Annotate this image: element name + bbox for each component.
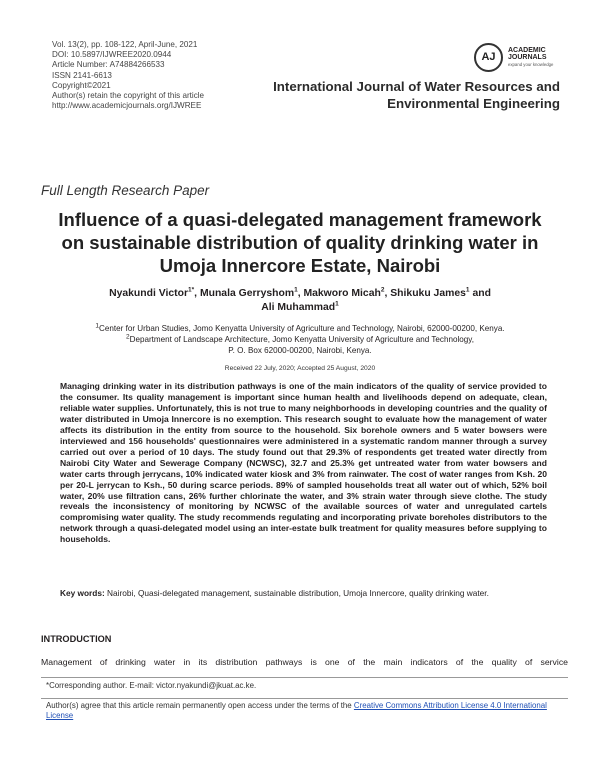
- author-affiliation-mark: 1: [335, 300, 339, 308]
- affiliation-2: Department of Landscape Architecture, Jomo Kenyatta University of Agriculture and Technology,: [129, 335, 474, 344]
- doi: DOI: 10.5897/IJWREE2020.0944: [52, 50, 172, 60]
- volume-info: Vol. 13(2), pp. 108-122, April-June, 2021: [52, 40, 198, 49]
- article-metadata: [52, 40, 204, 111]
- paper-type: Full Length Research Paper: [41, 183, 210, 198]
- author-name: Ali Muhammad: [261, 301, 336, 313]
- affiliation-mark: 2: [126, 333, 130, 341]
- copyright: Copyright©2021: [52, 80, 111, 90]
- license-link[interactable]: Creative Commons Attribution License 4.0 International License: [46, 701, 547, 721]
- affiliation-1: Center for Urban Studies, Jomo Kenyatta University of Agriculture and Technology, Nairobi, 62000-00200, Kenya.: [99, 324, 505, 333]
- rights-statement: Author(s) retain the copyright of this article: [52, 91, 205, 101]
- title-line1: Influence of a quasi-delegated management framework: [58, 209, 542, 230]
- author-conjunction: and: [472, 288, 491, 299]
- affiliation-mark: 1: [95, 322, 100, 330]
- corresponding-author: *Corresponding author. E-mail: victor.nyakundi@jkuat.ac.ke.: [46, 681, 257, 690]
- affiliation-2-address: P. O. Box 62000-00200, Nairobi, Kenya.: [228, 346, 372, 355]
- footer-divider: [41, 698, 568, 699]
- keywords-label: Key words:: [60, 588, 105, 598]
- introduction-text: Management of drinking water in its distribution pathways is one of the main indicators of the quality of service: [41, 657, 568, 667]
- keywords-text: Nairobi, Quasi-delegated management, sustainable distribution, Umoja Innercore, quality drinking water.: [107, 588, 489, 598]
- title-line2: on sustainable distribution of quality drinking water in: [61, 232, 539, 253]
- abstract: Managing drinking water in its distribution pathways is one of the main indicators of the quality of service provided to the consumer. Its quality management is important since human health and livelihoods depend on adequate, clean, reliable water supplies. Unfortunately, this is not true to many neighborhoods in developing countries and the quality of water distributed in Umoja Innercore is no exemption. This research sought to evaluate how the management of water affects its distribution in the entity from source to the household. Six borehole owners and 5 water bowsers were interviewed and 156 households' questionnaires were administered in a systematic random manner through a survey carried out over a period of 10 days. The study found out that 29.3% of respondents get treated water directly from Nairobi City Water and Sewerage Company (NCWSC), 32.7 and 25.3% get untreated water from water bowsers and water carts through jerrycans, 10% indicated water kiosk and 3% from rainwater. The cost of water ranges from Ksh. 20 per 20-L jerrycan to Ksh., 50 during scarce periods. 89% of sampled households treat all water out of which, 52% boil water, 20% use filtration cans, 26% further chlorinate the water, and 3% strain water through sieve clothe. The study reveals the inconsistency of monitoring by NCWSC of the available sources of water and unregulated cartels compromising water quality. The study recommends regulating and incorporating private boreholes distributors to the network through a quasi-delegated model using an inter-estate bulk treatment for quality measures before supplying to households.: [60, 381, 547, 545]
- received-accepted-dates: Received 22 July, 2020; Accepted 25 August, 2020: [224, 365, 376, 372]
- journal-url[interactable]: http://www.academicjournals.org/IJWREE: [52, 101, 202, 111]
- academic-journals-logo: [474, 43, 594, 77]
- introduction-heading: INTRODUCTION: [41, 634, 112, 644]
- license-notice: [46, 701, 566, 722]
- author-affiliation-mark: 2: [380, 286, 385, 294]
- issn: ISSN 2141-6613: [52, 70, 112, 80]
- paper-title: [40, 208, 560, 277]
- author-name: Munala Gerryshom: [199, 288, 295, 299]
- logo-tagline: expand your knowledge: [508, 62, 554, 67]
- license-text: Author(s) agree that this article remain permanently open access under the terms of the: [46, 701, 352, 710]
- author-name: Makworo Micah: [303, 288, 381, 299]
- author-affiliation-mark: 1: [465, 286, 470, 294]
- title-line3: Umoja Innercore Estate, Nairobi: [159, 255, 441, 276]
- author-name: Nyakundi Victor: [109, 288, 188, 299]
- author-list: Nyakundi Victor$^{1*}$, Munala Gerryshom$^1$, Makworo Micah$^2$, Shikuku James$^1$ and Ali Muhammad$^1$: [109, 286, 491, 313]
- logo-line1: ACADEMIC: [508, 47, 546, 54]
- author-name: Shikuku James: [390, 288, 466, 299]
- article-number: Article Number: A74884266533: [52, 60, 165, 70]
- author-affiliation-mark: 1: [294, 286, 298, 294]
- footer-divider: [41, 677, 568, 678]
- journal-name-line2: Environmental Engineering: [387, 96, 560, 111]
- affiliations: [40, 323, 560, 356]
- keywords: [60, 588, 547, 599]
- journal-name: [273, 78, 560, 112]
- author-affiliation-mark: 1*: [188, 286, 195, 294]
- logo-icon: AJ: [474, 43, 503, 72]
- logo-line2: JOURNALS: [508, 54, 547, 61]
- journal-name-line1: International Journal of Water Resources and: [273, 79, 560, 94]
